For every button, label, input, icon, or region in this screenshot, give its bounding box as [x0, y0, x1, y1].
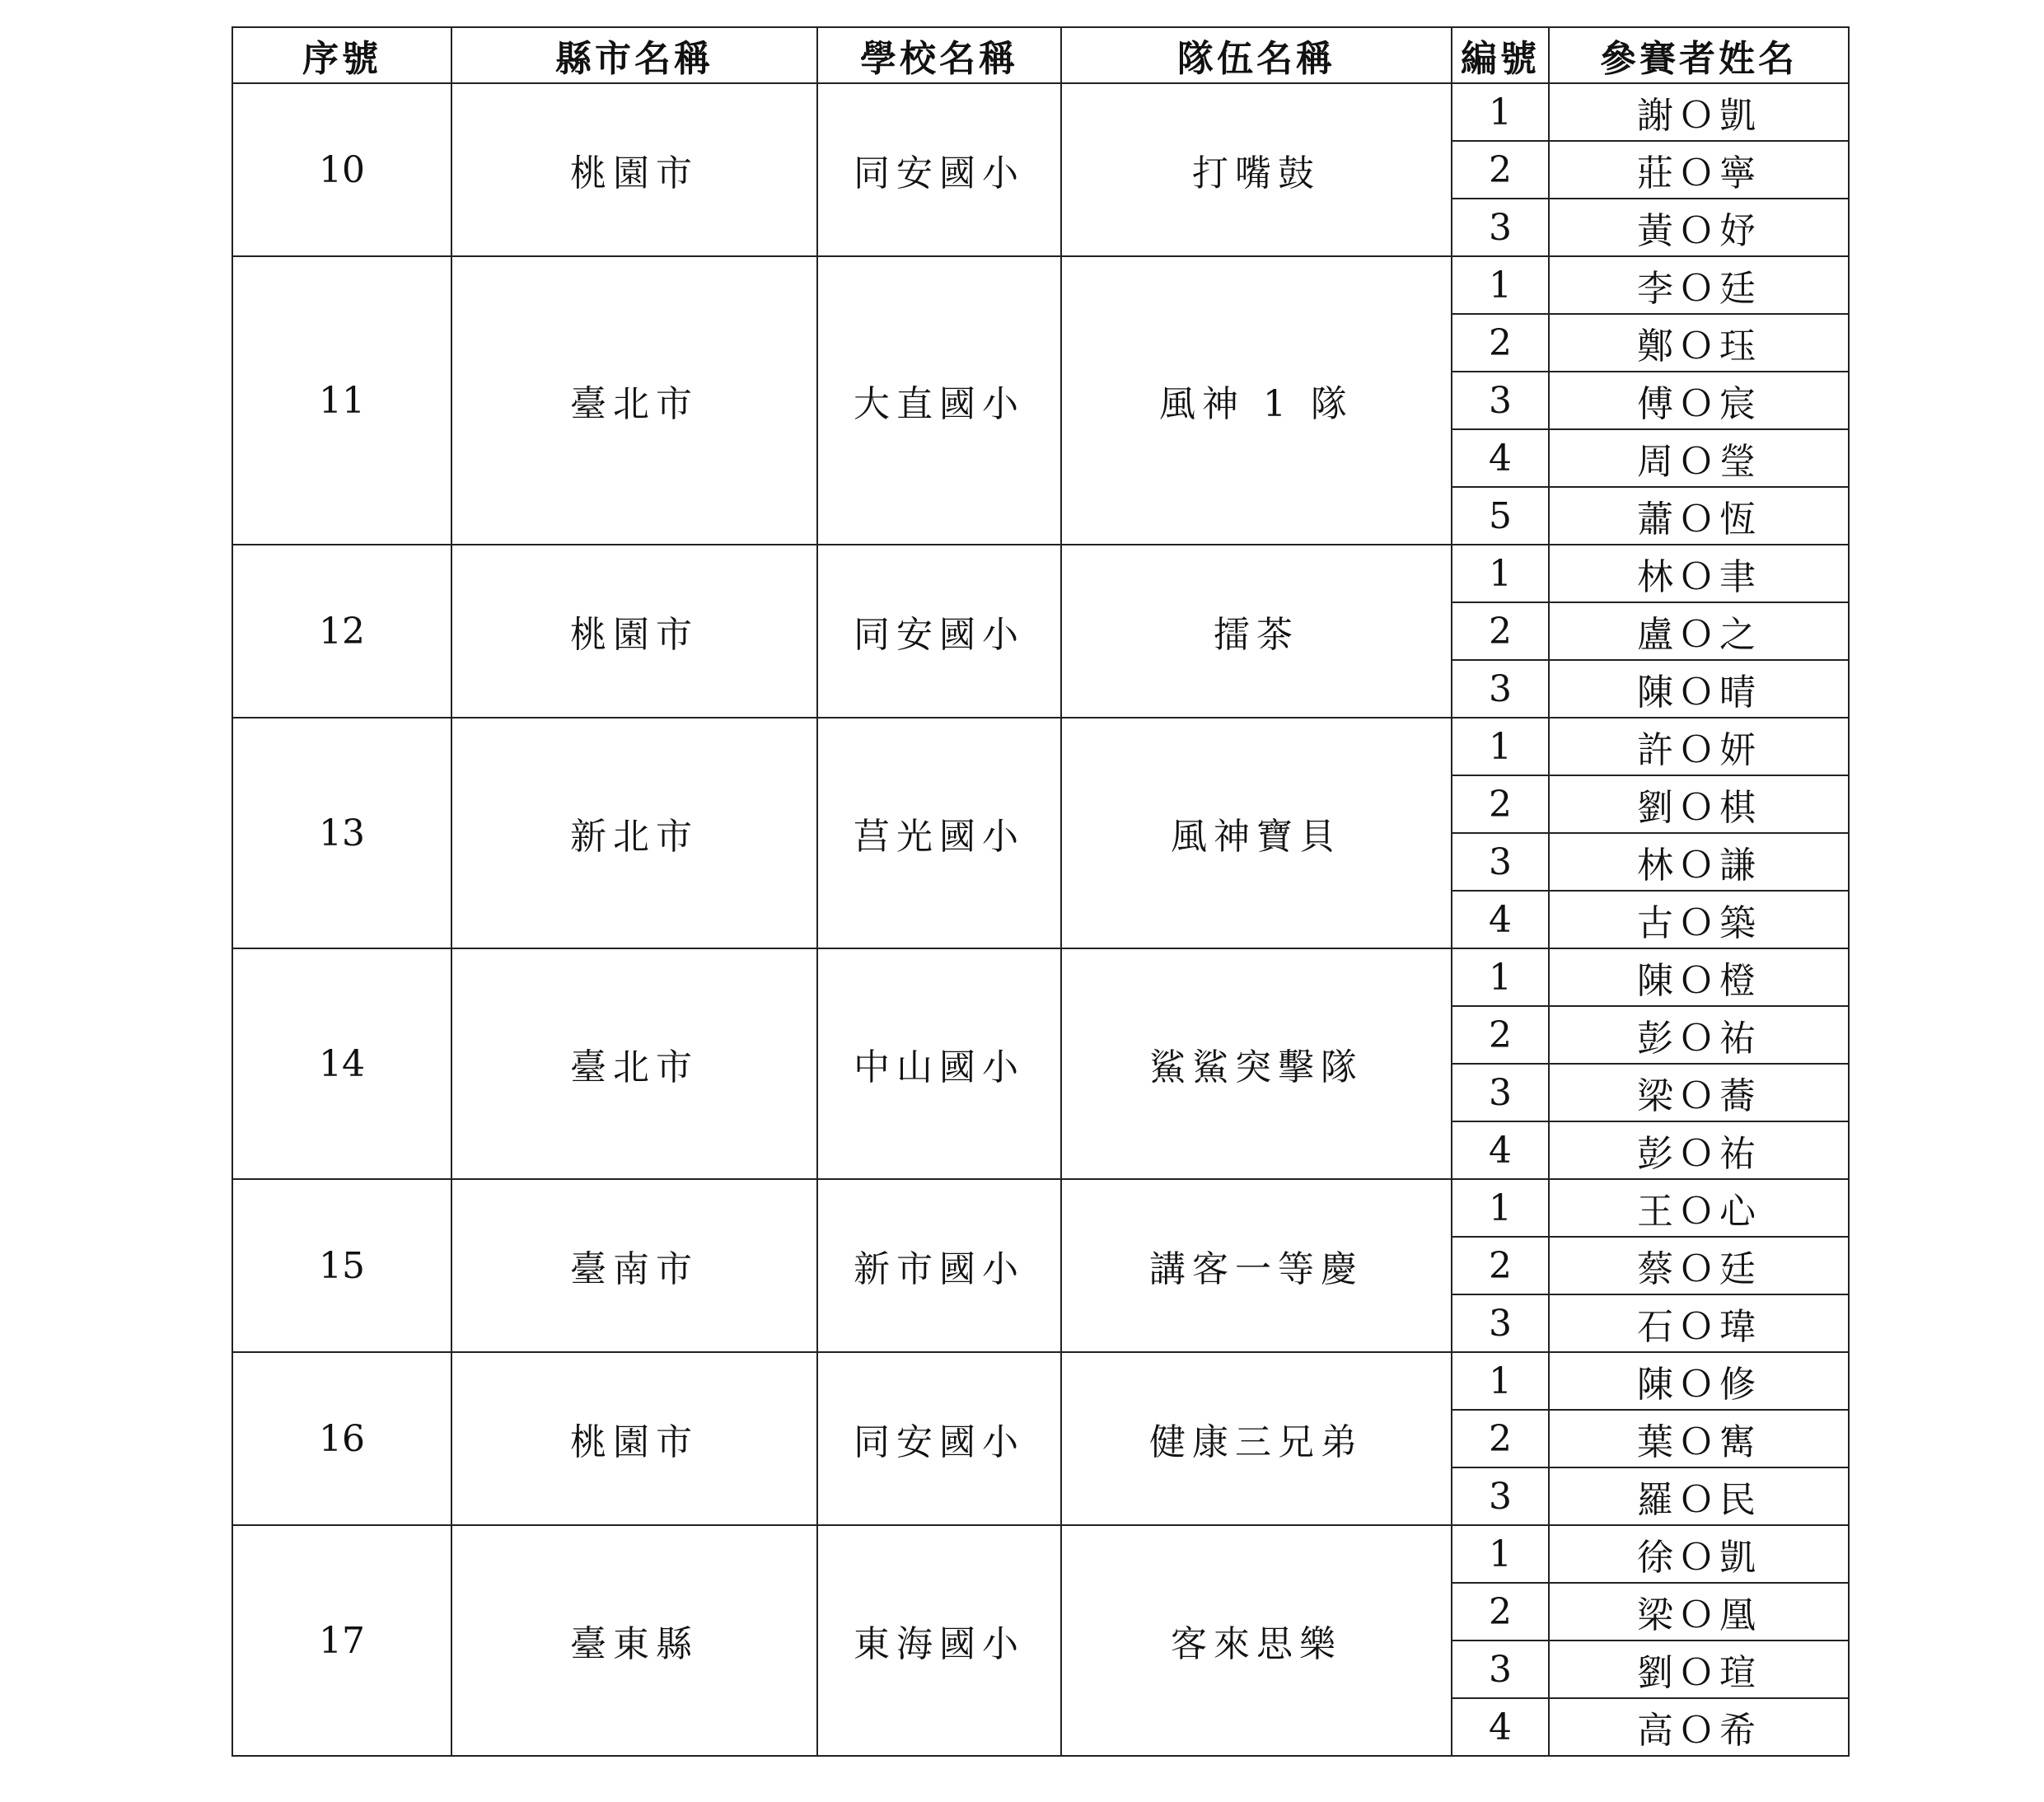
participant-name-cell: 鄭Ｏ珏: [1549, 314, 1849, 372]
team-cell: 打嘴鼓: [1061, 83, 1452, 256]
participant-name-cell: 莊Ｏ寧: [1549, 141, 1849, 199]
table-row: [232, 83, 1849, 141]
participant-name-cell: 黃Ｏ妤: [1549, 199, 1849, 256]
participant-name-cell: 盧Ｏ之: [1549, 602, 1849, 660]
member-no-cell: 4: [1452, 891, 1549, 948]
county-cell: 新北市: [451, 718, 817, 948]
team-cell: 擂茶: [1061, 545, 1452, 718]
participant-name-cell: 陳Ｏ修: [1549, 1352, 1849, 1410]
seq-cell: 16: [232, 1352, 451, 1525]
header-school: 學校名稱: [817, 27, 1061, 83]
member-no-cell: 3: [1452, 1641, 1549, 1698]
participant-name-cell: 高Ｏ希: [1549, 1698, 1849, 1756]
seq-cell: 17: [232, 1525, 451, 1756]
school-cell: 新市國小: [817, 1179, 1061, 1352]
member-no-cell: 3: [1452, 372, 1549, 429]
participant-name-cell: 葉Ｏ寯: [1549, 1410, 1849, 1467]
table-row: [232, 948, 1849, 1006]
member-no-cell: 1: [1452, 948, 1549, 1006]
team-cell: 風神寶貝: [1061, 718, 1452, 948]
participant-name-cell: 林Ｏ聿: [1549, 545, 1849, 602]
school-cell: 東海國小: [817, 1525, 1061, 1756]
header-seq: 序號: [232, 27, 451, 83]
team-cell: 健康三兄弟: [1061, 1352, 1452, 1525]
participants-table: [232, 26, 1850, 1757]
member-no-cell: 1: [1452, 1525, 1549, 1583]
table-row: [232, 1352, 1849, 1410]
participant-name-cell: 彭Ｏ祐: [1549, 1121, 1849, 1179]
member-no-cell: 3: [1452, 1064, 1549, 1121]
county-cell: 臺北市: [451, 948, 817, 1179]
participant-name-cell: 劉Ｏ瑄: [1549, 1641, 1849, 1698]
member-no-cell: 1: [1452, 83, 1549, 141]
member-no-cell: 4: [1452, 429, 1549, 487]
member-no-cell: 2: [1452, 1410, 1549, 1467]
seq-cell: 14: [232, 948, 451, 1179]
member-no-cell: 4: [1452, 1698, 1549, 1756]
participant-name-cell: 謝Ｏ凱: [1549, 83, 1849, 141]
member-no-cell: 3: [1452, 199, 1549, 256]
member-no-cell: 3: [1452, 1467, 1549, 1525]
seq-cell: 13: [232, 718, 451, 948]
seq-cell: 15: [232, 1179, 451, 1352]
header-county: 縣市名稱: [451, 27, 817, 83]
participant-name-cell: 周Ｏ瑩: [1549, 429, 1849, 487]
participant-name-cell: 林Ｏ謙: [1549, 833, 1849, 891]
table-row: [232, 1179, 1849, 1237]
participant-name-cell: 傅Ｏ宸: [1549, 372, 1849, 429]
county-cell: 桃園市: [451, 83, 817, 256]
member-no-cell: 2: [1452, 775, 1549, 833]
table-row: [232, 718, 1849, 775]
header-participant: 參賽者姓名: [1549, 27, 1849, 83]
participant-name-cell: 梁Ｏ蕎: [1549, 1064, 1849, 1121]
school-cell: 莒光國小: [817, 718, 1061, 948]
school-cell: 中山國小: [817, 948, 1061, 1179]
school-cell: 同安國小: [817, 1352, 1061, 1525]
header-team: 隊伍名稱: [1061, 27, 1452, 83]
seq-cell: 11: [232, 256, 451, 545]
school-cell: 同安國小: [817, 545, 1061, 718]
county-cell: 桃園市: [451, 545, 817, 718]
member-no-cell: 1: [1452, 545, 1549, 602]
member-no-cell: 2: [1452, 1237, 1549, 1294]
participant-name-cell: 羅Ｏ民: [1549, 1467, 1849, 1525]
member-no-cell: 3: [1452, 660, 1549, 718]
member-no-cell: 1: [1452, 256, 1549, 314]
team-cell: 鯊鯊突擊隊: [1061, 948, 1452, 1179]
participant-name-cell: 古Ｏ築: [1549, 891, 1849, 948]
member-no-cell: 3: [1452, 833, 1549, 891]
county-cell: 臺南市: [451, 1179, 817, 1352]
team-cell: 講客一等慶: [1061, 1179, 1452, 1352]
team-cell: 客來思樂: [1061, 1525, 1452, 1756]
team-cell: 風神 1 隊: [1061, 256, 1452, 545]
participant-name-cell: 王Ｏ心: [1549, 1179, 1849, 1237]
participant-name-cell: 許Ｏ妍: [1549, 718, 1849, 775]
participant-name-cell: 蔡Ｏ廷: [1549, 1237, 1849, 1294]
header-row: [232, 27, 1849, 83]
participant-name-cell: 李Ｏ廷: [1549, 256, 1849, 314]
member-no-cell: 4: [1452, 1121, 1549, 1179]
school-cell: 大直國小: [817, 256, 1061, 545]
member-no-cell: 5: [1452, 487, 1549, 545]
participant-name-cell: 陳Ｏ晴: [1549, 660, 1849, 718]
table-body: [232, 83, 1849, 1756]
header-member-no: 編號: [1452, 27, 1549, 83]
seq-cell: 10: [232, 83, 451, 256]
participant-name-cell: 彭Ｏ祐: [1549, 1006, 1849, 1064]
table-header: [232, 27, 1849, 83]
table-row: [232, 1525, 1849, 1583]
table-row: [232, 256, 1849, 314]
member-no-cell: 2: [1452, 602, 1549, 660]
participant-name-cell: 蕭Ｏ恆: [1549, 487, 1849, 545]
member-no-cell: 1: [1452, 1179, 1549, 1237]
participant-name-cell: 梁Ｏ凰: [1549, 1583, 1849, 1641]
participant-name-cell: 石Ｏ瑋: [1549, 1294, 1849, 1352]
seq-cell: 12: [232, 545, 451, 718]
county-cell: 桃園市: [451, 1352, 817, 1525]
participant-name-cell: 劉Ｏ棋: [1549, 775, 1849, 833]
school-cell: 同安國小: [817, 83, 1061, 256]
member-no-cell: 2: [1452, 1006, 1549, 1064]
table-row: [232, 545, 1849, 602]
participant-name-cell: 徐Ｏ凱: [1549, 1525, 1849, 1583]
member-no-cell: 3: [1452, 1294, 1549, 1352]
member-no-cell: 2: [1452, 1583, 1549, 1641]
county-cell: 臺北市: [451, 256, 817, 545]
participant-name-cell: 陳Ｏ橙: [1549, 948, 1849, 1006]
member-no-cell: 2: [1452, 141, 1549, 199]
member-no-cell: 1: [1452, 718, 1549, 775]
county-cell: 臺東縣: [451, 1525, 817, 1756]
member-no-cell: 2: [1452, 314, 1549, 372]
member-no-cell: 1: [1452, 1352, 1549, 1410]
